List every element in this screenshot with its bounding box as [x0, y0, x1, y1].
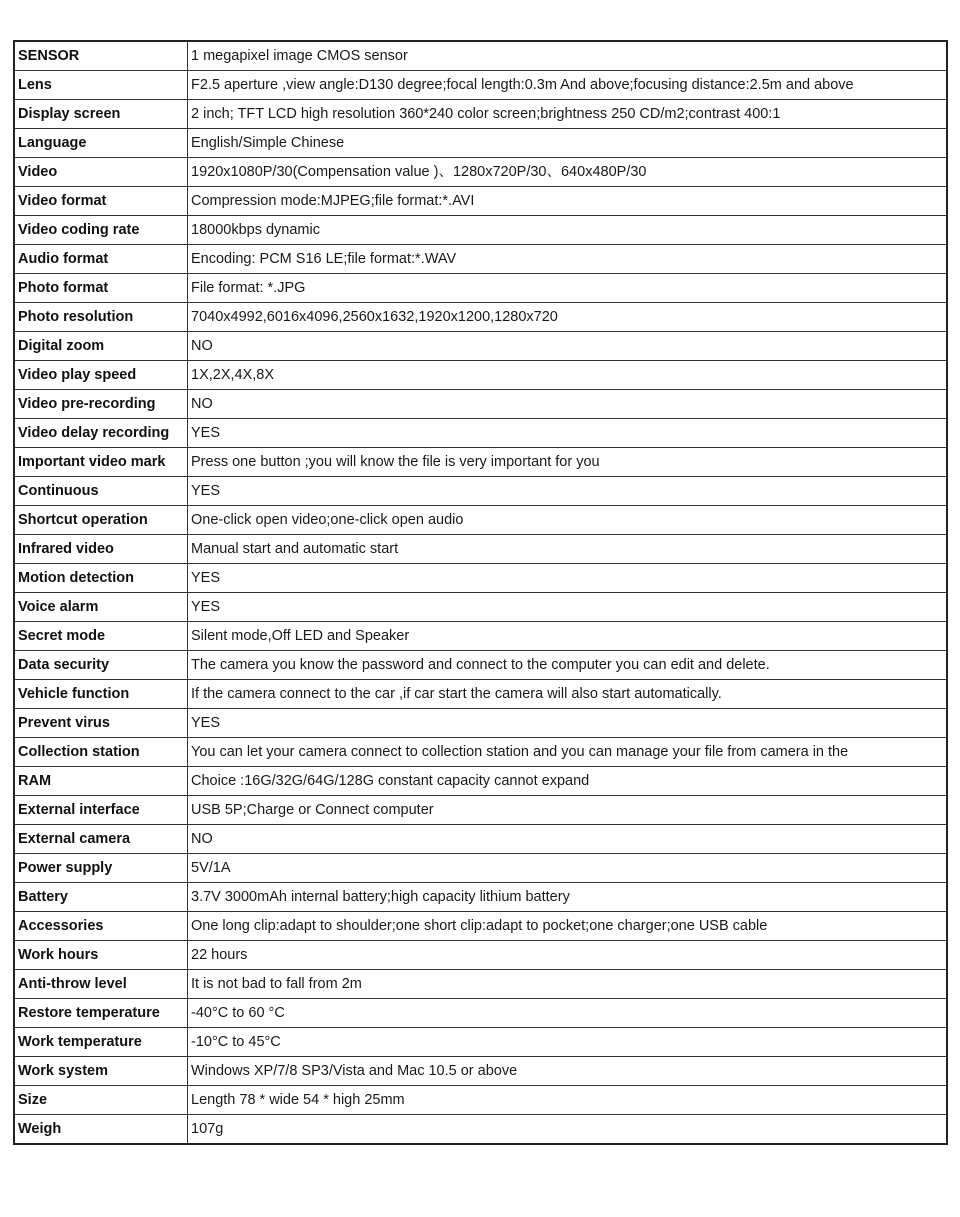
- spec-value: 7040x4992,6016x4096,2560x1632,1920x1200,1280x720: [188, 303, 948, 332]
- spec-label: Work system: [14, 1057, 188, 1086]
- spec-row: [14, 245, 947, 274]
- spec-row: [14, 361, 947, 390]
- spec-row: [14, 303, 947, 332]
- spec-value: F2.5 aperture ,view angle:D130 degree;focal length:0.3m And above;focusing distance:2.5m and above: [188, 71, 948, 100]
- spec-label: Vehicle function: [14, 680, 188, 709]
- spec-row: [14, 854, 947, 883]
- spec-row: [14, 999, 947, 1028]
- spec-label: Accessories: [14, 912, 188, 941]
- spec-value: Manual start and automatic start: [188, 535, 948, 564]
- spec-label: Shortcut operation: [14, 506, 188, 535]
- spec-row: [14, 709, 947, 738]
- spec-row: [14, 216, 947, 245]
- spec-value: 3.7V 3000mAh internal battery;high capacity lithium battery: [188, 883, 948, 912]
- spec-row: [14, 941, 947, 970]
- spec-label: Photo format: [14, 274, 188, 303]
- spec-row: [14, 419, 947, 448]
- spec-row: [14, 274, 947, 303]
- spec-label: Battery: [14, 883, 188, 912]
- spec-value: -40°C to 60 °C: [188, 999, 948, 1028]
- spec-value: YES: [188, 593, 948, 622]
- spec-label: Secret mode: [14, 622, 188, 651]
- spec-value: NO: [188, 390, 948, 419]
- spec-label: Video pre-recording: [14, 390, 188, 419]
- spec-label: Voice alarm: [14, 593, 188, 622]
- spec-value: YES: [188, 709, 948, 738]
- spec-label: Continuous: [14, 477, 188, 506]
- spec-label: Video format: [14, 187, 188, 216]
- spec-value: Length 78 * wide 54 * high 25mm: [188, 1086, 948, 1115]
- spec-row: [14, 158, 947, 187]
- spec-value: -10°C to 45°C: [188, 1028, 948, 1057]
- spec-value: 5V/1A: [188, 854, 948, 883]
- spec-row: [14, 970, 947, 999]
- spec-label: Prevent virus: [14, 709, 188, 738]
- spec-row: [14, 477, 947, 506]
- spec-row: [14, 651, 947, 680]
- spec-value: It is not bad to fall from 2m: [188, 970, 948, 999]
- spec-label: Display screen: [14, 100, 188, 129]
- spec-label: Important video mark: [14, 448, 188, 477]
- spec-value: Windows XP/7/8 SP3/Vista and Mac 10.5 or above: [188, 1057, 948, 1086]
- spec-row: [14, 767, 947, 796]
- spec-value: 22 hours: [188, 941, 948, 970]
- spec-value: 1 megapixel image CMOS sensor: [188, 41, 948, 71]
- spec-value: YES: [188, 419, 948, 448]
- spec-row: [14, 332, 947, 361]
- spec-label: Work temperature: [14, 1028, 188, 1057]
- spec-label: Restore temperature: [14, 999, 188, 1028]
- spec-value: 2 inch; TFT LCD high resolution 360*240 color screen;brightness 250 CD/m2;contrast 400:1: [188, 100, 948, 129]
- spec-value: Press one button ;you will know the file is very important for you: [188, 448, 948, 477]
- spec-row: [14, 883, 947, 912]
- spec-value: English/Simple Chinese: [188, 129, 948, 158]
- spec-value: 1920x1080P/30(Compensation value )、1280x720P/30、640x480P/30: [188, 158, 948, 187]
- spec-value: YES: [188, 564, 948, 593]
- spec-label: Digital zoom: [14, 332, 188, 361]
- spec-value: 107g: [188, 1115, 948, 1145]
- spec-value: One long clip:adapt to shoulder;one short clip:adapt to pocket;one charger;one USB cable: [188, 912, 948, 941]
- spec-row: [14, 1115, 947, 1145]
- spec-label: Language: [14, 129, 188, 158]
- spec-label: Anti-throw level: [14, 970, 188, 999]
- spec-label: Power supply: [14, 854, 188, 883]
- spec-row: [14, 71, 947, 100]
- spec-value: USB 5P;Charge or Connect computer: [188, 796, 948, 825]
- spec-value: File format: *.JPG: [188, 274, 948, 303]
- spec-label: External interface: [14, 796, 188, 825]
- spec-table-body: [14, 41, 947, 1144]
- spec-value: Compression mode:MJPEG;file format:*.AVI: [188, 187, 948, 216]
- spec-label: SENSOR: [14, 41, 188, 71]
- spec-row: [14, 506, 947, 535]
- spec-label: Data security: [14, 651, 188, 680]
- spec-value: 1X,2X,4X,8X: [188, 361, 948, 390]
- spec-row: [14, 593, 947, 622]
- spec-row: [14, 564, 947, 593]
- spec-label: Motion detection: [14, 564, 188, 593]
- spec-label: Work hours: [14, 941, 188, 970]
- spec-label: RAM: [14, 767, 188, 796]
- spec-label: External camera: [14, 825, 188, 854]
- spec-row: [14, 100, 947, 129]
- spec-value: 18000kbps dynamic: [188, 216, 948, 245]
- spec-table: [13, 40, 948, 1145]
- spec-row: [14, 535, 947, 564]
- spec-value: NO: [188, 825, 948, 854]
- spec-row: [14, 41, 947, 71]
- spec-row: [14, 390, 947, 419]
- spec-label: Audio format: [14, 245, 188, 274]
- spec-row: [14, 187, 947, 216]
- spec-row: [14, 1086, 947, 1115]
- spec-label: Video play speed: [14, 361, 188, 390]
- spec-label: Weigh: [14, 1115, 188, 1145]
- spec-label: Video delay recording: [14, 419, 188, 448]
- spec-value: Encoding: PCM S16 LE;file format:*.WAV: [188, 245, 948, 274]
- spec-row: [14, 1057, 947, 1086]
- spec-value: If the camera connect to the car ,if car start the camera will also start automatically.: [188, 680, 948, 709]
- spec-value: Choice :16G/32G/64G/128G constant capacity cannot expand: [188, 767, 948, 796]
- spec-value: The camera you know the password and connect to the computer you can edit and delete.: [188, 651, 948, 680]
- spec-row: [14, 825, 947, 854]
- spec-row: [14, 448, 947, 477]
- spec-value: YES: [188, 477, 948, 506]
- spec-label: Photo resolution: [14, 303, 188, 332]
- spec-value: You can let your camera connect to collection station and you can manage your file from camera in the: [188, 738, 948, 767]
- spec-row: [14, 912, 947, 941]
- spec-row: [14, 1028, 947, 1057]
- spec-row: [14, 796, 947, 825]
- spec-row: [14, 622, 947, 651]
- spec-label: Infrared video: [14, 535, 188, 564]
- spec-value: Silent mode,Off LED and Speaker: [188, 622, 948, 651]
- spec-label: Video coding rate: [14, 216, 188, 245]
- spec-label: Collection station: [14, 738, 188, 767]
- spec-row: [14, 738, 947, 767]
- spec-label: Lens: [14, 71, 188, 100]
- spec-label: Video: [14, 158, 188, 187]
- spec-label: Size: [14, 1086, 188, 1115]
- spec-value: NO: [188, 332, 948, 361]
- spec-value: One-click open video;one-click open audio: [188, 506, 948, 535]
- spec-row: [14, 129, 947, 158]
- spec-row: [14, 680, 947, 709]
